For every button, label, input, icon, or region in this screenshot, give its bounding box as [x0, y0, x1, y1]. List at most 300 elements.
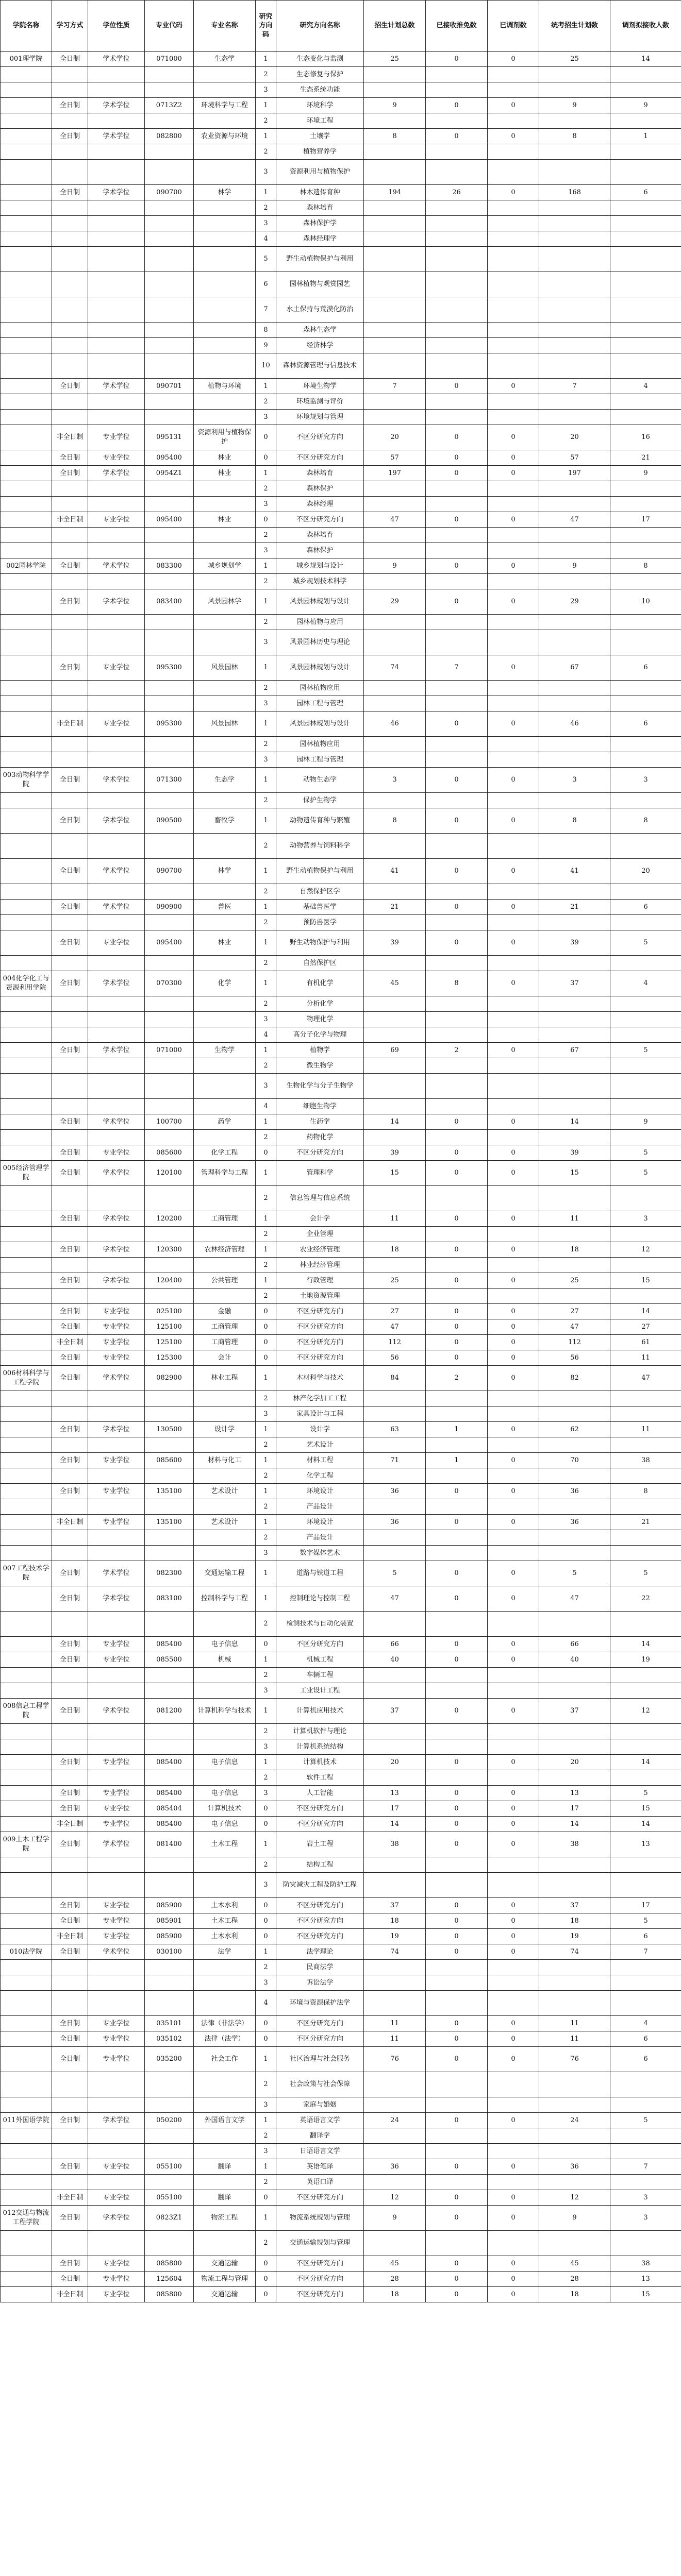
cell-direction-code: 0 — [256, 1801, 276, 1817]
cell-exam-plan — [539, 956, 610, 971]
cell-exam-plan — [539, 752, 610, 768]
cell-degree-type: 专业学位 — [88, 1453, 145, 1468]
cell-adjust-quota — [610, 2072, 681, 2097]
cell-major-code: 090500 — [145, 808, 194, 834]
cell-major-code — [145, 1960, 194, 1975]
cell-adjust-quota: 6 — [610, 2047, 681, 2072]
cell-degree-type: 学术学位 — [88, 1161, 145, 1186]
table-row — [1, 1114, 681, 1130]
cell-college — [1, 859, 52, 884]
cell-study-mode — [52, 1668, 88, 1683]
cell-college — [1, 655, 52, 681]
cell-adjust-quota — [610, 1186, 681, 1211]
cell-total-plan — [364, 231, 426, 247]
cell-major-code — [145, 272, 194, 297]
cell-total-plan: 46 — [364, 711, 426, 737]
cell-exam-plan: 11 — [539, 2031, 610, 2047]
cell-recommended: 0 — [426, 1319, 488, 1335]
header-study-mode: 学习方式 — [52, 1, 88, 52]
cell-recommended: 0 — [426, 859, 488, 884]
cell-study-mode: 非全日制 — [52, 512, 88, 528]
cell-college — [1, 2016, 52, 2031]
cell-adjusted: 0 — [488, 1913, 539, 1929]
cell-major-code: 125100 — [145, 1319, 194, 1335]
cell-adjusted — [488, 1530, 539, 1546]
cell-major-name — [194, 144, 256, 160]
cell-recommended — [426, 1468, 488, 1484]
cell-college — [1, 589, 52, 615]
cell-adjusted — [488, 1074, 539, 1099]
cell-direction-code: 1 — [256, 1114, 276, 1130]
cell-adjusted: 0 — [488, 425, 539, 450]
cell-adjusted — [488, 696, 539, 711]
cell-recommended: 0 — [426, 1211, 488, 1227]
cell-recommended — [426, 1668, 488, 1683]
cell-study-mode — [52, 247, 88, 272]
cell-college — [1, 466, 52, 481]
table-row — [1, 1335, 681, 1350]
cell-study-mode — [52, 996, 88, 1012]
cell-study-mode: 全日制 — [52, 1211, 88, 1227]
cell-direction-name: 园林工程与管理 — [276, 752, 364, 768]
cell-degree-type — [88, 1258, 145, 1273]
cell-major-code — [145, 1130, 194, 1145]
cell-recommended — [426, 1289, 488, 1304]
cell-adjust-quota: 14 — [610, 1637, 681, 1652]
cell-college — [1, 1012, 52, 1027]
cell-major-name: 工商管理 — [194, 1211, 256, 1227]
cell-exam-plan: 20 — [539, 425, 610, 450]
cell-major-name: 畜牧学 — [194, 808, 256, 834]
table-row — [1, 2072, 681, 2097]
cell-direction-name: 诉讼法学 — [276, 1975, 364, 1991]
cell-exam-plan: 3 — [539, 768, 610, 793]
cell-adjust-quota: 6 — [610, 655, 681, 681]
cell-college — [1, 711, 52, 737]
cell-total-plan: 9 — [364, 558, 426, 574]
cell-exam-plan — [539, 737, 610, 752]
cell-adjust-quota: 47 — [610, 1366, 681, 1391]
cell-college — [1, 1546, 52, 1561]
cell-college — [1, 2144, 52, 2159]
cell-adjusted — [488, 144, 539, 160]
cell-total-plan — [364, 2231, 426, 2256]
cell-adjust-quota — [610, 1991, 681, 2016]
table-row — [1, 2113, 681, 2128]
cell-major-name — [194, 2128, 256, 2144]
cell-degree-type: 学术学位 — [88, 1422, 145, 1437]
cell-adjusted — [488, 1258, 539, 1273]
cell-degree-type — [88, 1612, 145, 1637]
cell-major-name — [194, 884, 256, 900]
cell-total-plan: 14 — [364, 1114, 426, 1130]
cell-study-mode — [52, 113, 88, 129]
cell-direction-name: 软件工程 — [276, 1770, 364, 1786]
cell-recommended — [426, 1074, 488, 1099]
cell-major-code: 035200 — [145, 2047, 194, 2072]
cell-degree-type — [88, 272, 145, 297]
cell-total-plan: 47 — [364, 1319, 426, 1335]
cell-major-name: 生态学 — [194, 768, 256, 793]
cell-college — [1, 956, 52, 971]
cell-major-code: 085800 — [145, 2287, 194, 2302]
cell-study-mode: 全日制 — [52, 1699, 88, 1724]
cell-adjust-quota — [610, 956, 681, 971]
cell-major-name — [194, 353, 256, 379]
cell-study-mode: 全日制 — [52, 930, 88, 956]
cell-major-code — [145, 481, 194, 497]
cell-adjust-quota: 5 — [610, 930, 681, 956]
cell-college — [1, 1898, 52, 1913]
cell-degree-type: 专业学位 — [88, 1484, 145, 1499]
cell-total-plan — [364, 247, 426, 272]
cell-total-plan: 36 — [364, 2159, 426, 2175]
cell-recommended — [426, 2175, 488, 2190]
cell-exam-plan — [539, 2144, 610, 2159]
cell-major-name — [194, 297, 256, 323]
cell-college — [1, 1515, 52, 1530]
header-major-code: 专业代码 — [145, 1, 194, 52]
cell-exam-plan — [539, 1991, 610, 2016]
cell-total-plan — [364, 1406, 426, 1422]
cell-adjust-quota: 15 — [610, 1273, 681, 1289]
table-row — [1, 1258, 681, 1273]
cell-study-mode: 全日制 — [52, 655, 88, 681]
cell-direction-name: 机械工程 — [276, 1652, 364, 1668]
cell-major-name — [194, 996, 256, 1012]
cell-degree-type: 专业学位 — [88, 2287, 145, 2302]
cell-major-code — [145, 1499, 194, 1515]
cell-degree-type: 学术学位 — [88, 900, 145, 915]
cell-adjusted — [488, 2175, 539, 2190]
cell-major-code — [145, 231, 194, 247]
cell-direction-name: 经济林学 — [276, 338, 364, 353]
cell-major-code — [145, 793, 194, 808]
cell-college — [1, 1227, 52, 1242]
table-row — [1, 808, 681, 834]
cell-total-plan — [364, 543, 426, 558]
cell-major-code — [145, 1186, 194, 1211]
cell-recommended — [426, 82, 488, 98]
table-row — [1, 1453, 681, 1468]
table-row — [1, 681, 681, 696]
cell-adjust-quota — [610, 1027, 681, 1043]
cell-total-plan — [364, 1012, 426, 1027]
cell-recommended: 1 — [426, 1422, 488, 1437]
cell-adjusted: 0 — [488, 2206, 539, 2231]
table-row — [1, 2159, 681, 2175]
cell-total-plan: 18 — [364, 1913, 426, 1929]
cell-major-name — [194, 1683, 256, 1699]
cell-adjusted: 0 — [488, 2113, 539, 2128]
cell-college — [1, 752, 52, 768]
cell-major-name — [194, 231, 256, 247]
cell-adjusted — [488, 996, 539, 1012]
cell-exam-plan: 28 — [539, 2272, 610, 2287]
cell-college — [1, 1755, 52, 1770]
table-row — [1, 1530, 681, 1546]
cell-major-name — [194, 200, 256, 216]
cell-major-name: 林业 — [194, 450, 256, 466]
cell-college — [1, 2047, 52, 2072]
cell-recommended: 0 — [426, 1242, 488, 1258]
cell-major-code: 095131 — [145, 425, 194, 450]
cell-major-code — [145, 834, 194, 859]
cell-recommended — [426, 1058, 488, 1074]
cell-adjust-quota: 3 — [610, 768, 681, 793]
cell-recommended: 0 — [426, 2190, 488, 2206]
cell-degree-type — [88, 1406, 145, 1422]
cell-total-plan — [364, 2072, 426, 2097]
table-row — [1, 1227, 681, 1242]
cell-major-code — [145, 1027, 194, 1043]
cell-exam-plan: 14 — [539, 1114, 610, 1130]
cell-direction-code: 3 — [256, 1074, 276, 1099]
cell-direction-code: 1 — [256, 379, 276, 394]
cell-college — [1, 915, 52, 930]
cell-major-code — [145, 1437, 194, 1453]
table-row — [1, 497, 681, 512]
cell-exam-plan — [539, 1530, 610, 1546]
cell-direction-code: 1 — [256, 1515, 276, 1530]
cell-adjusted — [488, 1975, 539, 1991]
cell-recommended: 0 — [426, 558, 488, 574]
cell-exam-plan — [539, 2175, 610, 2190]
cell-total-plan — [364, 1991, 426, 2016]
cell-degree-type: 专业学位 — [88, 1515, 145, 1530]
cell-degree-type — [88, 1975, 145, 1991]
cell-adjusted: 0 — [488, 589, 539, 615]
cell-total-plan — [364, 1027, 426, 1043]
cell-study-mode — [52, 1975, 88, 1991]
header-adjust-quota: 调剂拟接收人数 — [610, 1, 681, 52]
table-row — [1, 113, 681, 129]
cell-college — [1, 1074, 52, 1099]
cell-adjust-quota — [610, 144, 681, 160]
cell-adjusted: 0 — [488, 2031, 539, 2047]
cell-adjust-quota: 7 — [610, 2159, 681, 2175]
cell-direction-name: 岩土工程 — [276, 1832, 364, 1857]
cell-degree-type: 专业学位 — [88, 711, 145, 737]
cell-direction-name: 环境监测与评价 — [276, 394, 364, 410]
cell-recommended: 0 — [426, 52, 488, 67]
cell-direction-name: 计算机软件与理论 — [276, 1724, 364, 1739]
cell-major-name: 物流工程与管理 — [194, 2272, 256, 2287]
cell-major-code — [145, 884, 194, 900]
cell-college — [1, 1304, 52, 1319]
cell-college — [1, 1258, 52, 1273]
table-row — [1, 1130, 681, 1145]
cell-total-plan — [364, 1724, 426, 1739]
cell-degree-type: 学术学位 — [88, 1114, 145, 1130]
cell-exam-plan: 29 — [539, 589, 610, 615]
cell-recommended: 0 — [426, 1913, 488, 1929]
cell-study-mode — [52, 67, 88, 82]
cell-degree-type — [88, 1857, 145, 1873]
cell-adjusted — [488, 497, 539, 512]
cell-adjusted: 0 — [488, 129, 539, 144]
cell-major-name — [194, 113, 256, 129]
cell-direction-code: 3 — [256, 630, 276, 655]
cell-adjusted: 0 — [488, 655, 539, 681]
cell-recommended — [426, 113, 488, 129]
cell-exam-plan: 25 — [539, 1273, 610, 1289]
cell-exam-plan — [539, 1468, 610, 1484]
cell-direction-name: 控制理论与控制工程 — [276, 1586, 364, 1612]
cell-recommended — [426, 752, 488, 768]
cell-direction-code: 0 — [256, 1304, 276, 1319]
cell-study-mode — [52, 410, 88, 425]
cell-major-name — [194, 1857, 256, 1873]
cell-major-code: 135100 — [145, 1515, 194, 1530]
table-row — [1, 1145, 681, 1161]
cell-direction-code: 3 — [256, 696, 276, 711]
cell-major-code — [145, 67, 194, 82]
cell-major-name — [194, 752, 256, 768]
cell-college — [1, 160, 52, 185]
cell-total-plan: 25 — [364, 52, 426, 67]
cell-college — [1, 543, 52, 558]
cell-direction-name: 动物生态学 — [276, 768, 364, 793]
cell-recommended: 0 — [426, 1786, 488, 1801]
cell-direction-code: 2 — [256, 113, 276, 129]
cell-adjust-quota: 22 — [610, 1586, 681, 1612]
cell-direction-name: 土地资源管理 — [276, 1289, 364, 1304]
table-row — [1, 1801, 681, 1817]
cell-adjust-quota: 20 — [610, 859, 681, 884]
cell-major-code: 085404 — [145, 1801, 194, 1817]
cell-degree-type — [88, 200, 145, 216]
cell-adjust-quota: 10 — [610, 589, 681, 615]
cell-exam-plan: 39 — [539, 1145, 610, 1161]
cell-direction-code: 1 — [256, 1944, 276, 1960]
table-row — [1, 589, 681, 615]
cell-college — [1, 528, 52, 543]
cell-degree-type: 学术学位 — [88, 1273, 145, 1289]
cell-recommended: 0 — [426, 129, 488, 144]
cell-direction-name: 不区分研究方向 — [276, 1350, 364, 1366]
cell-direction-name: 园林植物与观赏园艺 — [276, 272, 364, 297]
cell-recommended — [426, 323, 488, 338]
cell-direction-name: 家庭与婚姻 — [276, 2097, 364, 2113]
cell-adjust-quota — [610, 2097, 681, 2113]
cell-exam-plan — [539, 272, 610, 297]
cell-total-plan: 11 — [364, 2016, 426, 2031]
cell-major-name: 工商管理 — [194, 1335, 256, 1350]
cell-major-code: 071000 — [145, 1043, 194, 1058]
cell-total-plan — [364, 696, 426, 711]
table-row — [1, 752, 681, 768]
cell-major-code — [145, 1468, 194, 1484]
cell-adjust-quota — [610, 1546, 681, 1561]
cell-recommended — [426, 216, 488, 231]
cell-direction-name: 野生动物保护与利用 — [276, 930, 364, 956]
cell-total-plan — [364, 834, 426, 859]
cell-total-plan: 57 — [364, 450, 426, 466]
cell-major-name — [194, 1437, 256, 1453]
cell-adjust-quota: 5 — [610, 2113, 681, 2128]
cell-adjusted: 0 — [488, 2272, 539, 2287]
cell-direction-code: 3 — [256, 216, 276, 231]
cell-direction-name: 林木遗传育种 — [276, 185, 364, 200]
cell-adjusted — [488, 272, 539, 297]
cell-total-plan — [364, 297, 426, 323]
cell-direction-name: 森林培育 — [276, 200, 364, 216]
cell-adjusted — [488, 113, 539, 129]
cell-direction-code: 1 — [256, 2113, 276, 2128]
header-recommended: 已接收推免数 — [426, 1, 488, 52]
cell-major-code — [145, 1289, 194, 1304]
cell-exam-plan: 39 — [539, 930, 610, 956]
cell-direction-code: 3 — [256, 160, 276, 185]
cell-exam-plan — [539, 113, 610, 129]
cell-adjusted: 0 — [488, 2190, 539, 2206]
cell-major-name — [194, 1227, 256, 1242]
cell-direction-code: 1 — [256, 1832, 276, 1857]
table-row — [1, 2287, 681, 2302]
table-row — [1, 1391, 681, 1406]
cell-major-code: 130500 — [145, 1422, 194, 1437]
cell-study-mode — [52, 160, 88, 185]
table-row — [1, 1683, 681, 1699]
cell-major-name: 农林经济管理 — [194, 1242, 256, 1258]
cell-exam-plan — [539, 394, 610, 410]
cell-total-plan — [364, 394, 426, 410]
cell-adjusted — [488, 1058, 539, 1074]
cell-adjust-quota: 38 — [610, 1453, 681, 1468]
table-row — [1, 558, 681, 574]
cell-adjust-quota — [610, 615, 681, 630]
cell-exam-plan — [539, 2231, 610, 2256]
cell-degree-type: 专业学位 — [88, 1145, 145, 1161]
cell-major-code: 083300 — [145, 558, 194, 574]
cell-direction-name: 管理科学 — [276, 1161, 364, 1186]
cell-major-code — [145, 1099, 194, 1114]
cell-college — [1, 1242, 52, 1258]
cell-recommended: 26 — [426, 185, 488, 200]
cell-major-name: 社会工作 — [194, 2047, 256, 2072]
cell-adjust-quota: 7 — [610, 1944, 681, 1960]
cell-total-plan — [364, 1668, 426, 1683]
cell-total-plan — [364, 1975, 426, 1991]
cell-college — [1, 884, 52, 900]
cell-adjust-quota — [610, 1612, 681, 1637]
cell-major-name: 计算机技术 — [194, 1801, 256, 1817]
cell-adjust-quota — [610, 2231, 681, 2256]
cell-degree-type — [88, 615, 145, 630]
cell-direction-code: 2 — [256, 144, 276, 160]
cell-direction-code: 1 — [256, 1161, 276, 1186]
table-row — [1, 160, 681, 185]
cell-degree-type — [88, 996, 145, 1012]
cell-study-mode: 全日制 — [52, 1350, 88, 1366]
cell-study-mode: 非全日制 — [52, 2287, 88, 2302]
cell-major-code: 090900 — [145, 900, 194, 915]
cell-college — [1, 1975, 52, 1991]
cell-college — [1, 1873, 52, 1898]
cell-college — [1, 2272, 52, 2287]
cell-direction-name: 检测技术与自动化装置 — [276, 1612, 364, 1637]
cell-degree-type: 学术学位 — [88, 808, 145, 834]
cell-adjust-quota: 9 — [610, 466, 681, 481]
cell-college — [1, 272, 52, 297]
table-row — [1, 450, 681, 466]
cell-major-name: 生物学 — [194, 1043, 256, 1058]
cell-direction-code: 3 — [256, 82, 276, 98]
cell-major-name: 电子信息 — [194, 1786, 256, 1801]
cell-study-mode — [52, 1406, 88, 1422]
table-row — [1, 630, 681, 655]
